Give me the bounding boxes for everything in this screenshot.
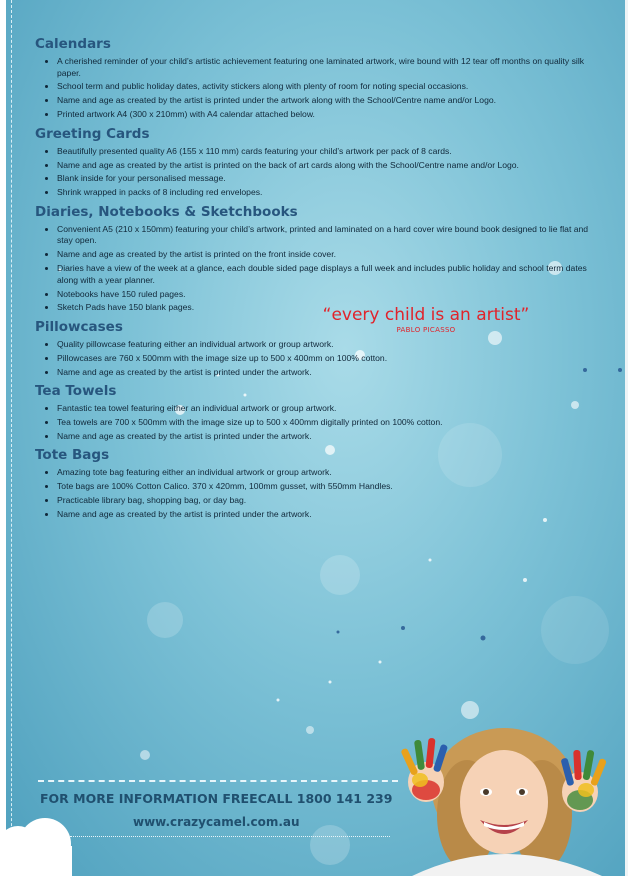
list-item: • Blank inside for your personalised message. [57, 173, 605, 185]
section-title-pillowcases: Pillowcases [35, 318, 123, 335]
greeting-cards-list [35, 146, 605, 199]
list-item: • Name and age as created by the artist is printed on the front inside cover. [57, 249, 605, 261]
list-item: • Printed artwork A4 (300 x 210mm) with A4 calendar attached below. [57, 109, 605, 121]
section-title-tote-bags: Tote Bags [35, 447, 110, 464]
list-item: • Shrink wrapped in packs of 8 including red envelopes. [57, 187, 605, 199]
list-item: • A cherished reminder of your child’s artistic achievement featuring one laminated artwork, wire bound with 12 tear off months on quality silk paper. [57, 56, 605, 79]
list-item: • Name and age as created by the artist is printed under the artwork. [57, 367, 605, 379]
cloud-icon [0, 816, 80, 876]
footer-dotted-line [70, 836, 390, 837]
list-item: • Name and age as created by the artist is printed under the artwork. [57, 509, 605, 521]
list-item: • Name and age as created by the artist is printed under the artwork along with the School/Centre name and/or Logo. [57, 95, 605, 107]
list-item: • Amazing tote bag featuring either an individual artwork or group artwork. [57, 467, 605, 479]
diaries-list [35, 224, 605, 314]
section-title-calendars: Calendars [35, 36, 111, 52]
section-title-greeting-cards: Greeting Cards [35, 125, 150, 142]
calendars-list [35, 56, 605, 121]
section-title-diaries: Diaries, Notebooks & Sketchbooks [35, 203, 298, 220]
list-item: • Practicable library bag, shopping bag, or day bag. [57, 495, 605, 507]
list-item: • Quality pillowcase featuring either an individual artwork or group artwork. [57, 339, 605, 351]
list-item: • Sketch Pads have 150 blank pages. [57, 302, 605, 314]
list-item: • School term and public holiday dates, activity stickers along with plenty of room for noting special occasions. [57, 81, 605, 93]
list-item: • Pillowcases are 760 x 500mm with the image size up to 500 x 400mm on 100% cotton. [57, 353, 605, 365]
list-item: • Name and age as created by the artist is printed on the back of art cards along with the School/Centre name and/or Logo. [57, 160, 605, 172]
freecall-text: FOR MORE INFORMATION FREECALL 1800 141 239 [40, 791, 393, 806]
list-item: • Diaries have a view of the week at a glance, each double sided page displays a full week and includes public holiday and school term dates along with a year planner. [57, 263, 605, 286]
list-item: • Notebooks have 150 ruled pages. [57, 289, 605, 301]
pillowcases-list [35, 339, 605, 378]
list-item: • Tote bags are 100% Cotton Calico. 370 x 420mm, 100mm gusset, with 550mm Handles. [57, 481, 605, 493]
product-list [35, 35, 605, 525]
list-item: • Convenient A5 (210 x 150mm) featuring your child’s artwork, printed and laminated on a hard cover wire bound book designed to lie flat and stay open. [57, 224, 605, 247]
tote-bags-list [35, 467, 605, 520]
child-photo-icon [392, 720, 622, 876]
footer-dashed-line [38, 780, 398, 782]
quote-author: PABLO PICASSO [396, 326, 456, 334]
quote-text: “every child is an artist” [322, 305, 530, 325]
picasso-quote [318, 304, 534, 334]
section-title-tea-towels: Tea Towels [35, 383, 117, 400]
list-item: • Tea towels are 700 x 500mm with the image size up to 500 x 400mm digitally printed on 100% cotton. [57, 417, 605, 429]
tea-towels-list [35, 403, 605, 442]
list-item: • Fantastic tea towel featuring either an individual artwork or group artwork. [57, 403, 605, 415]
list-item: • Beautifully presented quality A6 (155 x 110 mm) cards featuring your child’s artwork per pack of 8 cards. [57, 146, 605, 158]
website-link[interactable]: www.crazycamel.com.au [133, 815, 300, 829]
list-item: • Name and age as created by the artist is printed under the artwork. [57, 431, 605, 443]
